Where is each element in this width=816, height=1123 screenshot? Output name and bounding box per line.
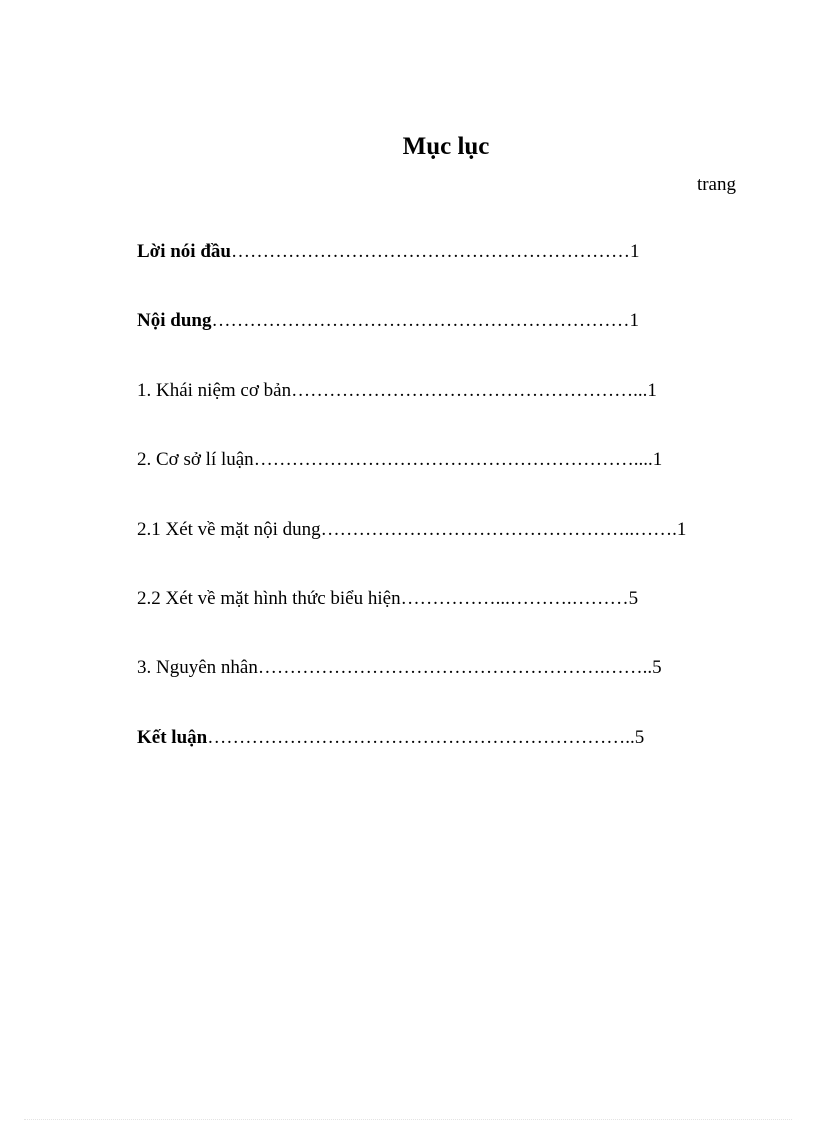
toc-entry-nguyen-nhan[interactable]: [137, 654, 717, 723]
toc-entry-co-so-li-luan[interactable]: [137, 446, 717, 515]
toc-page-number: 1: [652, 449, 663, 471]
toc-dot-leader: ……………………………………………….……..: [257, 657, 653, 679]
page-bottom-divider: [24, 1119, 792, 1120]
toc-entry-xet-ve-mat-noi-dung[interactable]: [137, 516, 717, 585]
toc-entry-xet-ve-mat-hinh-thuc[interactable]: [137, 585, 717, 654]
toc-dot-leader: ……………...……….………: [400, 587, 629, 609]
toc-entry-label: 1. Khái niệm cơ bản: [137, 379, 292, 401]
page-column-label: trang: [696, 174, 736, 195]
page-title: Mục lục: [402, 133, 490, 160]
toc-entry-khai-niem-co-ban[interactable]: [137, 377, 717, 446]
toc-page-number: 5: [652, 657, 662, 679]
toc-entry-label: 2.1 Xét về mặt nội dung: [137, 518, 321, 540]
toc-entry-label: Nội dung: [137, 310, 212, 332]
toc-dot-leader: ……………………………………………………....: [253, 449, 653, 471]
toc-page-number: 1: [629, 241, 640, 262]
toc-entry-noi-dung[interactable]: [137, 307, 717, 376]
toc-entry-loi-noi-dau[interactable]: [137, 238, 717, 307]
toc-dot-leader: ………………………………………………...: [291, 379, 648, 401]
toc-entry-label: 2. Cơ sở lí luận: [137, 449, 254, 471]
toc-entry-label: 2.2 Xét về mặt hình thức biểu hiện: [137, 587, 401, 609]
toc-dot-leader: …………………………………………………………: [211, 310, 630, 332]
toc-dot-leader: ………………………………………………………: [230, 241, 630, 262]
toc-entry-label: 3. Nguyên nhân: [137, 657, 258, 679]
toc-entry-label: Lời nói đầu: [137, 241, 231, 262]
toc-entry-ket-luan[interactable]: [137, 724, 717, 793]
toc-page-number: 1: [676, 518, 687, 540]
toc-page-number: 1: [629, 310, 639, 332]
toc-page-number: 1: [647, 379, 657, 401]
toc-entry-label: Kết luận: [137, 726, 208, 748]
toc-page-number: 5: [634, 726, 645, 748]
toc-dot-leader: …………………………………………..…….: [320, 518, 677, 540]
table-of-contents: [137, 238, 717, 793]
toc-dot-leader: …………………………………………………………..: [207, 726, 635, 748]
toc-page-number: 5: [628, 587, 639, 609]
